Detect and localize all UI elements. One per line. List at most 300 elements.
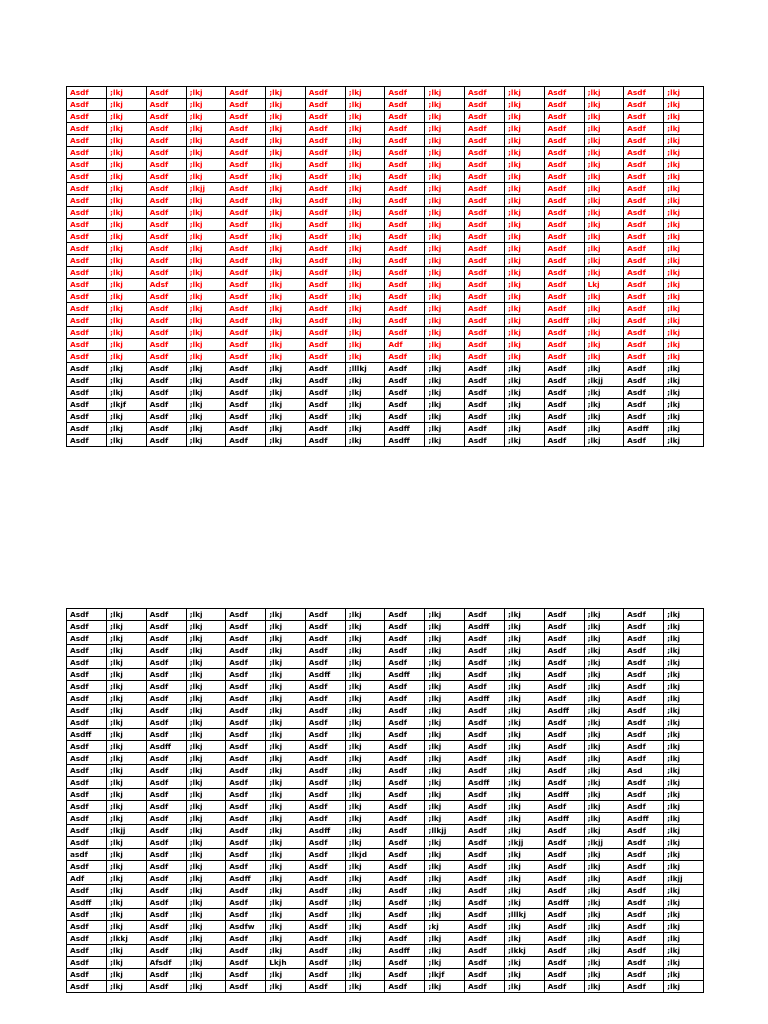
table-cell: Asdf	[544, 609, 584, 621]
table-cell: ;lkj	[266, 351, 306, 363]
table-cell: ;lkj	[584, 933, 624, 945]
table-cell: Asdff	[624, 813, 664, 825]
table-cell: Asdf	[624, 909, 664, 921]
table-cell: Asdf	[464, 945, 504, 957]
table-cell: ;lkj	[664, 87, 704, 99]
table-cell: Asdf	[624, 693, 664, 705]
table-cell: ;lkj	[107, 969, 147, 981]
table-cell: ;lkj	[345, 411, 385, 423]
table-cell: ;lkj	[186, 813, 226, 825]
table-cell: ;lkj	[186, 351, 226, 363]
table-cell: ;lkj	[107, 219, 147, 231]
table-cell: Asdff	[464, 621, 504, 633]
table-cell: Asdf	[385, 363, 425, 375]
table-cell: Asdf	[305, 279, 345, 291]
table-row	[67, 669, 704, 681]
table-cell: ;lkj	[266, 375, 306, 387]
table-cell: ;lkj	[504, 873, 544, 885]
table-cell: ;lkj	[584, 729, 624, 741]
table-cell: Asdf	[464, 669, 504, 681]
table-row	[67, 741, 704, 753]
table-cell: Asdf	[305, 885, 345, 897]
table-cell: Asdf	[385, 909, 425, 921]
table-cell: Asdf	[305, 387, 345, 399]
table-cell: ;lkj	[425, 813, 465, 825]
table-cell: ;lkj	[504, 411, 544, 423]
table-cell: Asdf	[305, 231, 345, 243]
table-cell: ;lkj	[345, 231, 385, 243]
table-cell: Asdf	[67, 681, 107, 693]
table-cell: ;lkj	[664, 765, 704, 777]
table-row	[67, 327, 704, 339]
table-cell: Asdf	[146, 789, 186, 801]
table-cell: Asdf	[67, 219, 107, 231]
table-cell: Asdf	[67, 657, 107, 669]
table-cell: Asdf	[385, 897, 425, 909]
table-cell: Asdf	[385, 753, 425, 765]
table-row	[67, 729, 704, 741]
table-cell: Asdf	[67, 957, 107, 969]
table-cell: ;lkj	[504, 99, 544, 111]
table-cell: ;lkj	[186, 327, 226, 339]
table-cell: Asdf	[544, 873, 584, 885]
table-cell: ;lkj	[425, 267, 465, 279]
table-cell: ;lkj	[345, 243, 385, 255]
table-cell: Asdf	[305, 897, 345, 909]
table-cell: Asdf	[226, 231, 266, 243]
table-cell: Asdf	[67, 645, 107, 657]
table-cell: Asdf	[385, 813, 425, 825]
table-cell: Asdf	[385, 195, 425, 207]
table-cell: ;lkj	[504, 423, 544, 435]
table-cell: Asdf	[464, 933, 504, 945]
table-cell: ;lkj	[345, 183, 385, 195]
table-cell: Asdf	[226, 777, 266, 789]
data-table-bottom	[66, 608, 704, 993]
table-cell: Asdf	[226, 351, 266, 363]
table-row	[67, 315, 704, 327]
table-cell: ;lkj	[584, 777, 624, 789]
table-cell: ;lkj	[107, 945, 147, 957]
table-cell: Asdf	[544, 825, 584, 837]
table-cell: ;lkj	[664, 849, 704, 861]
table-cell: Asdff	[544, 813, 584, 825]
table-cell: ;lkj	[186, 123, 226, 135]
table-row	[67, 909, 704, 921]
table-cell: ;lkj	[186, 87, 226, 99]
table-cell: ;lkj	[345, 633, 385, 645]
table-cell: ;lkj	[107, 609, 147, 621]
table-cell: ;lkj	[345, 87, 385, 99]
table-cell: ;lkj	[186, 777, 226, 789]
table-cell: ;lkj	[107, 681, 147, 693]
table-cell: Asdf	[624, 837, 664, 849]
table-cell: ;lllkj	[345, 363, 385, 375]
table-cell: ;lkj	[504, 135, 544, 147]
table-cell: Asdf	[464, 813, 504, 825]
table-cell: Asdf	[385, 267, 425, 279]
table-cell: ;lkj	[266, 789, 306, 801]
table-cell: Asdf	[305, 957, 345, 969]
table-cell: ;lkj	[345, 315, 385, 327]
table-row	[67, 99, 704, 111]
table-cell: ;lkj	[345, 171, 385, 183]
table-cell: ;lkj	[107, 171, 147, 183]
table-cell: ;lkj	[266, 111, 306, 123]
table-cell: ;lkj	[266, 435, 306, 447]
table-cell: Asdff	[146, 741, 186, 753]
table-cell: Asdf	[624, 657, 664, 669]
table-cell: ;lkj	[664, 669, 704, 681]
table-cell: Asdf	[226, 909, 266, 921]
table-cell: Asdf	[544, 375, 584, 387]
table-cell: Asdf	[464, 99, 504, 111]
table-cell: Asdf	[146, 123, 186, 135]
table-cell: Asdf	[67, 825, 107, 837]
table-cell: Asdf	[385, 159, 425, 171]
table-cell: Asdf	[544, 327, 584, 339]
table-cell: ;lkj	[664, 291, 704, 303]
table-row	[67, 945, 704, 957]
table-cell: ;lkj	[425, 183, 465, 195]
table-cell: Asdf	[67, 693, 107, 705]
table-cell: ;lkj	[107, 729, 147, 741]
table-cell: Asdf	[67, 267, 107, 279]
table-cell: ;lkj	[186, 363, 226, 375]
table-cell: Asdf	[305, 681, 345, 693]
table-cell: ;lkj	[425, 135, 465, 147]
table-cell: Asdf	[305, 753, 345, 765]
table-cell: ;lkj	[664, 789, 704, 801]
table-cell: Lkjh	[266, 957, 306, 969]
table-cell: ;lkj	[664, 315, 704, 327]
table-cell: Asdf	[146, 669, 186, 681]
table-cell: ;lkj	[345, 669, 385, 681]
table-cell: ;lkj	[664, 363, 704, 375]
table-cell: ;lkj	[345, 375, 385, 387]
table-cell: ;lkj	[266, 717, 306, 729]
table-cell: ;lkj	[504, 195, 544, 207]
table-cell: ;lkj	[425, 645, 465, 657]
table-cell: Asdf	[305, 183, 345, 195]
table-cell: Asdf	[624, 351, 664, 363]
table-cell: ;lkj	[425, 885, 465, 897]
table-cell: Asdf	[146, 885, 186, 897]
table-cell: Asdf	[464, 219, 504, 231]
table-cell: Asdf	[146, 921, 186, 933]
table-cell: Asdf	[544, 207, 584, 219]
table-cell: ;lkj	[186, 171, 226, 183]
table-cell: Asdf	[385, 921, 425, 933]
table-cell: ;lkj	[107, 327, 147, 339]
table-cell: ;lkj	[266, 339, 306, 351]
table-cell: Asdff	[464, 777, 504, 789]
table-cell: ;lkj	[345, 645, 385, 657]
table-row	[67, 387, 704, 399]
table-row	[67, 195, 704, 207]
table-cell: ;lkj	[504, 981, 544, 993]
table-cell: ;lkj	[345, 159, 385, 171]
table-cell: Asdf	[305, 609, 345, 621]
table-cell: Asdf	[146, 195, 186, 207]
table-cell: ;lkj	[266, 753, 306, 765]
table-cell: Asdf	[464, 825, 504, 837]
table-cell: Asdf	[146, 837, 186, 849]
table-cell: Asdf	[385, 147, 425, 159]
table-row	[67, 219, 704, 231]
table-cell: ;lkj	[107, 753, 147, 765]
table-cell: Asdf	[146, 363, 186, 375]
table-cell: ;lkj	[504, 753, 544, 765]
table-cell: Asdf	[464, 753, 504, 765]
table-cell: Asdf	[624, 255, 664, 267]
table-cell: ;lkj	[345, 267, 385, 279]
table-cell: ;lkj	[425, 789, 465, 801]
table-cell: Asdf	[385, 849, 425, 861]
table-cell: ;lkj	[266, 705, 306, 717]
table-cell: ;lkj	[664, 729, 704, 741]
table-cell: Asdf	[305, 633, 345, 645]
table-cell: ;lkj	[345, 339, 385, 351]
table-cell: Asdf	[146, 327, 186, 339]
table-cell: ;lkj	[107, 435, 147, 447]
table-cell: Asdf	[226, 411, 266, 423]
table-cell: Asdf	[544, 969, 584, 981]
table-cell: Asdf	[624, 861, 664, 873]
table-cell: ;lkj	[425, 621, 465, 633]
table-cell: ;lkj	[664, 753, 704, 765]
table-row	[67, 267, 704, 279]
table-cell: Asdf	[544, 195, 584, 207]
table-row	[67, 243, 704, 255]
table-cell: ;lkj	[345, 681, 385, 693]
table-cell: ;lkj	[345, 921, 385, 933]
table-row	[67, 837, 704, 849]
table-cell: ;lkj	[504, 717, 544, 729]
table-cell: Asdf	[305, 969, 345, 981]
table-cell: Asdf	[67, 741, 107, 753]
table-cell: ;lkj	[107, 291, 147, 303]
table-cell: Asdf	[67, 621, 107, 633]
table-cell: Asdf	[544, 633, 584, 645]
table-cell: ;lkj	[107, 705, 147, 717]
table-cell: Asdf	[305, 777, 345, 789]
table-cell: Asdf	[624, 219, 664, 231]
table-cell: ;lkj	[186, 243, 226, 255]
table-cell: ;kj	[425, 921, 465, 933]
table-cell: ;lkj	[504, 969, 544, 981]
table-cell: Asdf	[67, 183, 107, 195]
table-cell: Asdf	[146, 111, 186, 123]
table-cell: Asdf	[385, 777, 425, 789]
table-cell: ;lkj	[186, 981, 226, 993]
table-cell: ;lkj	[664, 423, 704, 435]
table-cell: Asdf	[305, 363, 345, 375]
table-row	[67, 705, 704, 717]
table-cell: ;lkj	[186, 387, 226, 399]
table-cell: Asdf	[385, 981, 425, 993]
table-cell: ;lkj	[664, 123, 704, 135]
table-cell: ;lkj	[107, 423, 147, 435]
table-cell: Asdf	[146, 765, 186, 777]
table-row	[67, 423, 704, 435]
table-cell: ;lkj	[425, 411, 465, 423]
table-cell: ;lkj	[345, 981, 385, 993]
table-cell: Asdf	[624, 681, 664, 693]
table-row	[67, 969, 704, 981]
table-cell: Asdf	[226, 621, 266, 633]
table-cell: Asdf	[624, 945, 664, 957]
table-cell: Asdf	[544, 957, 584, 969]
table-cell: ;lkj	[345, 765, 385, 777]
table-cell: ;lkj	[584, 765, 624, 777]
table-cell: ;lkj	[186, 837, 226, 849]
table-cell: ;lkj	[107, 123, 147, 135]
table-cell: ;lkj	[345, 753, 385, 765]
table-cell: Asdf	[226, 801, 266, 813]
table-cell: ;lkj	[584, 657, 624, 669]
table-cell: ;lkj	[584, 207, 624, 219]
table-cell: Asdf	[385, 291, 425, 303]
table-cell: Asdf	[305, 243, 345, 255]
table-cell: Asdf	[464, 609, 504, 621]
table-cell: Asdf	[305, 315, 345, 327]
table-row	[67, 801, 704, 813]
table-row	[67, 351, 704, 363]
table-cell: ;lkj	[425, 207, 465, 219]
table-cell: ;lkj	[504, 861, 544, 873]
table-cell: ;lkj	[664, 933, 704, 945]
table-cell: ;lkj	[664, 399, 704, 411]
table-cell: Asdf	[624, 327, 664, 339]
table-cell: Asdf	[464, 717, 504, 729]
table-cell: Asdf	[226, 183, 266, 195]
table-cell: Asdf	[624, 621, 664, 633]
table-cell: Asdf	[67, 789, 107, 801]
table-cell: Asdf	[305, 207, 345, 219]
table-cell: ;lkj	[107, 621, 147, 633]
table-cell: Asdf	[624, 825, 664, 837]
table-cell: Asdf	[305, 135, 345, 147]
table-row	[67, 363, 704, 375]
table-cell: Asdf	[67, 207, 107, 219]
table-row	[67, 813, 704, 825]
table-cell: ;lkj	[266, 279, 306, 291]
table-cell: ;lkj	[504, 681, 544, 693]
table-cell: ;lkj	[266, 423, 306, 435]
table-cell: ;lkj	[664, 231, 704, 243]
table-cell: Asdf	[305, 303, 345, 315]
table-cell: ;lkj	[664, 633, 704, 645]
table-row	[67, 681, 704, 693]
table-row	[67, 399, 704, 411]
table-cell: ;lkj	[664, 693, 704, 705]
table-cell: Asdf	[305, 645, 345, 657]
table-cell: ;lkj	[584, 717, 624, 729]
table-cell: Asdf	[146, 933, 186, 945]
table-cell: ;lkj	[584, 969, 624, 981]
table-cell: Asdf	[146, 243, 186, 255]
table-cell: Asdf	[146, 387, 186, 399]
table-cell: ;lkj	[266, 303, 306, 315]
table-cell: Asdf	[624, 435, 664, 447]
table-cell: ;lkj	[584, 849, 624, 861]
table-cell: ;lkj	[107, 861, 147, 873]
table-cell: Asdf	[146, 717, 186, 729]
table-cell: ;lkj	[107, 837, 147, 849]
table-cell: Asdf	[385, 861, 425, 873]
table-cell: ;lkj	[266, 813, 306, 825]
table-cell: Asdf	[624, 135, 664, 147]
table-cell: ;lkj	[107, 921, 147, 933]
table-cell: Asdf	[464, 303, 504, 315]
table-cell: Asdf	[385, 255, 425, 267]
table-cell: Asdf	[624, 897, 664, 909]
table-cell: ;lkj	[425, 633, 465, 645]
table-cell: ;lkjj	[584, 837, 624, 849]
table-cell: Asdf	[226, 681, 266, 693]
table-cell: ;lkj	[425, 387, 465, 399]
table-cell: Asdf	[305, 399, 345, 411]
table-cell: ;lkj	[266, 777, 306, 789]
table-cell: Asdf	[464, 837, 504, 849]
table-cell: ;lkj	[504, 849, 544, 861]
table-cell: Asdf	[624, 741, 664, 753]
table-cell: Asdf	[624, 231, 664, 243]
table-cell: ;lkj	[266, 669, 306, 681]
table-cell: Asdf	[226, 849, 266, 861]
table-cell: ;lkj	[266, 207, 306, 219]
table-cell: Asdf	[544, 621, 584, 633]
table-cell: Asdf	[624, 957, 664, 969]
table-cell: ;lkj	[664, 885, 704, 897]
table-cell: ;lkj	[664, 267, 704, 279]
table-cell: Asdf	[67, 303, 107, 315]
table-cell: ;lkj	[266, 873, 306, 885]
table-cell: ;lkj	[266, 933, 306, 945]
table-cell: Asdf	[226, 717, 266, 729]
table-cell: Asdf	[146, 969, 186, 981]
table-cell: Afsdf	[146, 957, 186, 969]
table-cell: ;lkj	[186, 669, 226, 681]
table-cell: ;lkj	[425, 339, 465, 351]
table-cell: ;lkj	[664, 219, 704, 231]
table-cell: ;lkj	[345, 825, 385, 837]
table-cell: Asdf	[226, 609, 266, 621]
table-cell: Asdf	[464, 183, 504, 195]
table-cell: ;lkj	[186, 825, 226, 837]
table-cell: ;lkj	[425, 363, 465, 375]
table-cell: Asdf	[305, 291, 345, 303]
table-cell: ;lkj	[504, 633, 544, 645]
table-cell: ;lkj	[266, 837, 306, 849]
table-cell: Asdf	[464, 741, 504, 753]
table-cell: ;lkj	[664, 159, 704, 171]
table-cell: Asdf	[146, 873, 186, 885]
table-row	[67, 207, 704, 219]
table-cell: Asdf	[146, 135, 186, 147]
table-cell: ;lkj	[186, 645, 226, 657]
table-cell: Asdf	[544, 861, 584, 873]
table-cell: ;lkj	[425, 243, 465, 255]
table-cell: ;lkj	[584, 231, 624, 243]
table-cell: Asdf	[544, 645, 584, 657]
table-cell: ;lkj	[504, 885, 544, 897]
table-cell: Asdf	[624, 291, 664, 303]
table-cell: Asdf	[305, 339, 345, 351]
table-cell: ;lkj	[186, 705, 226, 717]
table-cell: ;lkj	[584, 897, 624, 909]
